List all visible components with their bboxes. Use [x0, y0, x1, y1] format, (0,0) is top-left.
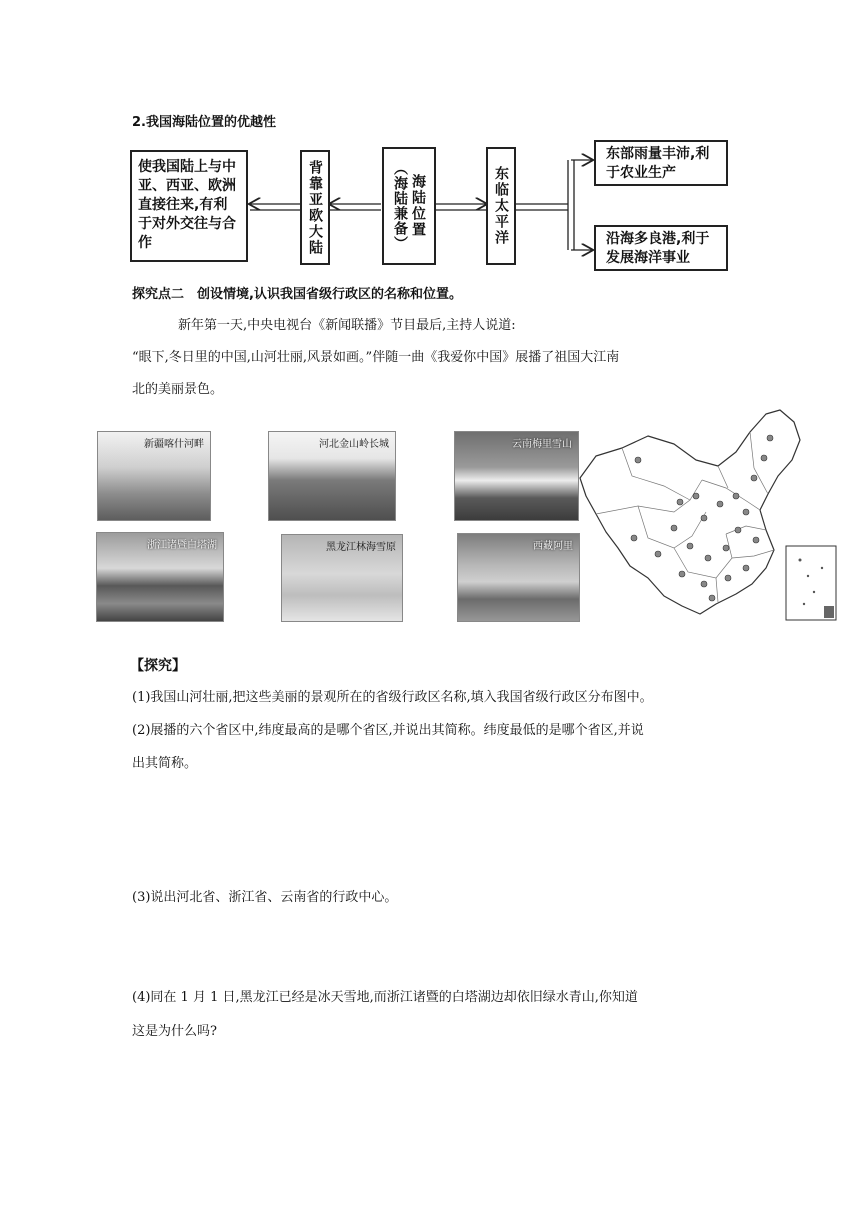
- question-2-line-1: (2)展播的六个省区中,纬度最高的是哪个省区,并说出其简称。纬度最低的是哪个省区,并说: [132, 723, 644, 738]
- flow-center-box: [382, 147, 436, 265]
- photo-caption: 新疆喀什河畔: [144, 439, 204, 450]
- flow-right-top-box: 东部雨量丰沛,利于农业生产: [594, 140, 728, 186]
- flow-left-box: 使我国陆上与中亚、西亚、欧洲直接往来,有利于对外交往与合作: [130, 150, 248, 262]
- photo-xinjiang: [97, 431, 211, 521]
- question-3: (3)说出河北省、浙江省、云南省的行政中心。: [132, 890, 398, 905]
- scenario-line-3: 北的美丽景色。: [132, 382, 224, 397]
- photo-yunnan: [454, 431, 579, 521]
- scenario-line-2: “眼下,冬日里的中国,山河壮丽,风景如画。”伴随一曲《我爱你中国》展播了祖国大江南: [132, 350, 620, 365]
- question-2-line-2: 出其简称。: [132, 756, 198, 771]
- photo-hebei: [268, 431, 396, 521]
- scenario-line-1: 新年第一天,中央电视台《新闻联播》节目最后,主持人说道:: [178, 318, 516, 333]
- photo-caption: 浙江诸暨白塔湖: [147, 540, 217, 551]
- photo-zhejiang: [96, 532, 224, 622]
- flow-east-box: [486, 147, 516, 265]
- flow-backed-label: 背靠亚欧大陆: [307, 159, 323, 256]
- flow-east-label: 东临太平洋: [493, 166, 509, 246]
- photo-caption: 河北金山岭长城: [319, 439, 389, 450]
- photo-caption: 云南梅里雪山: [512, 439, 572, 450]
- flow-center-paren: （海陆兼备）: [392, 161, 408, 251]
- question-4-line-2: 这是为什么吗?: [132, 1024, 217, 1039]
- china-province-map: [578, 408, 840, 623]
- flow-center-main: 海陆位置: [410, 174, 426, 238]
- section-title: 2.我国海陆位置的优越性: [132, 115, 276, 130]
- flow-right-bottom-box: 沿海多良港,利于发展海洋事业: [594, 225, 728, 271]
- photo-heilongjiang: [281, 534, 403, 622]
- photo-tibet: [457, 533, 580, 622]
- photo-caption: 西藏阿里: [533, 541, 573, 552]
- photo-caption: 黑龙江林海雪原: [326, 542, 396, 553]
- question-1: (1)我国山河壮丽,把这些美丽的景观所在的省级行政区名称,填入我国省级行政区分布图中。: [132, 690, 653, 705]
- explore-label: 【探究】: [130, 658, 186, 674]
- flow-backed-box: [300, 150, 330, 265]
- question-4-line-1: (4)同在 1 月 1 日,黑龙江已经是冰天雪地,而浙江诸暨的白塔湖边却依旧绿水青山,你知道: [132, 990, 638, 1005]
- explore-point-title: 探究点二 创设情境,认识我国省级行政区的名称和位置。: [132, 287, 462, 302]
